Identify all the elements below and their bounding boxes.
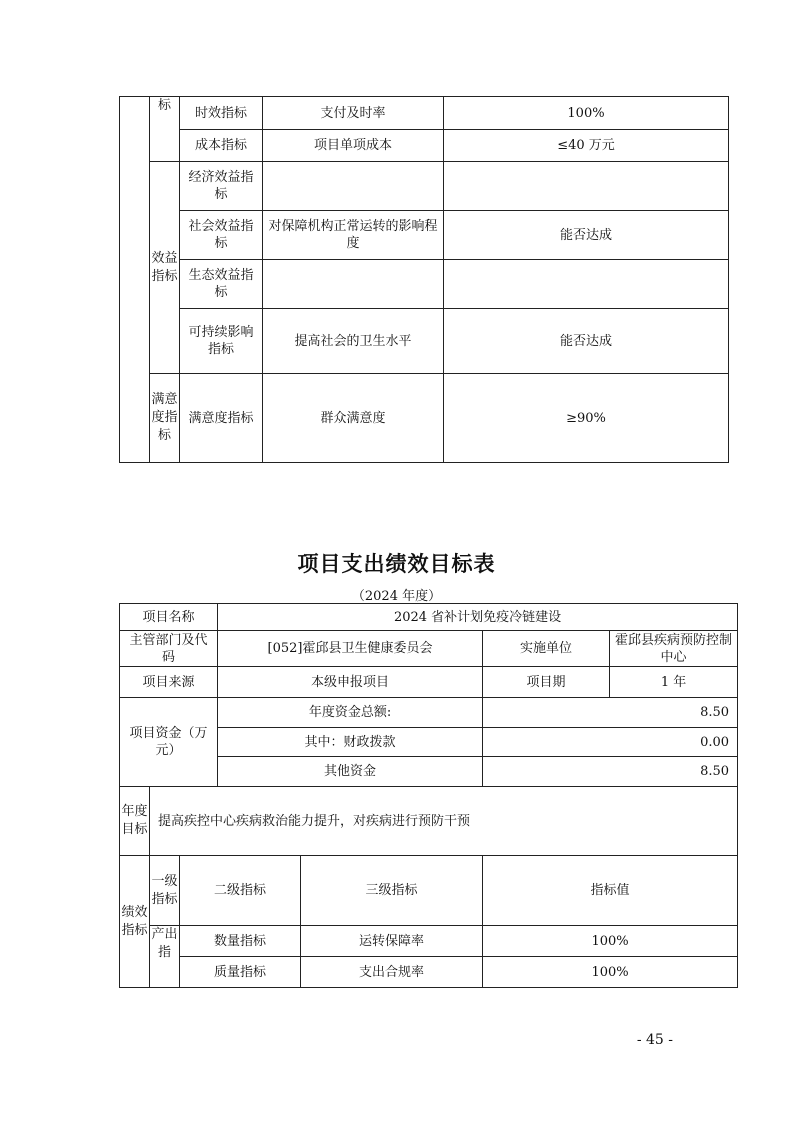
annual-total-label: 年度资金总额: xyxy=(218,698,483,728)
indicator-name-cell: 群众满意度 xyxy=(263,374,444,463)
quality-label: 质量指标 xyxy=(180,957,301,988)
indicator-value-cell: 能否达成 xyxy=(444,211,729,260)
level2-cell: 标 xyxy=(150,97,180,162)
level3-cell: 满意度指标 xyxy=(180,374,263,463)
output-label: 产出指 xyxy=(150,926,180,988)
indicator-name-cell: 支付及时率 xyxy=(263,97,444,130)
fiscal-label: 其中：财政拨款 xyxy=(218,728,483,757)
period-value: 1 年 xyxy=(610,667,738,698)
other-label: 其他资金 xyxy=(218,757,483,787)
qty-value: 100% xyxy=(483,926,738,957)
level3-cell: 时效指标 xyxy=(180,97,263,130)
level3-cell: 成本指标 xyxy=(180,130,263,162)
indicator-name-cell: 项目单项成本 xyxy=(263,130,444,162)
level3-cell: 社会效益指标 xyxy=(180,211,263,260)
indicator-value-cell xyxy=(444,260,729,309)
value-label: 指标值 xyxy=(483,856,738,926)
goal-label: 年度目标 xyxy=(120,787,150,856)
goal-value: 提高疾控中心疾病救治能力提升，对疾病进行预防干预 xyxy=(150,787,738,856)
dept-value: [052]霍邱县卫生健康委员会 xyxy=(218,631,483,667)
level2-cell: 效益指标 xyxy=(150,162,180,374)
level2-cell: 满意度指标 xyxy=(150,374,180,463)
fiscal-value: 0.00 xyxy=(483,728,738,757)
quality-name: 支出合规率 xyxy=(301,957,483,988)
top-indicator-table xyxy=(119,96,729,463)
page-subtitle: （2024 年度） xyxy=(351,589,442,604)
indicator-name-cell: 对保障机构正常运转的影响程度 xyxy=(263,211,444,260)
indicator-name-cell xyxy=(263,162,444,211)
other-value: 8.50 xyxy=(483,757,738,787)
indicator-value-cell xyxy=(444,162,729,211)
quality-value: 100% xyxy=(483,957,738,988)
impl-label: 实施单位 xyxy=(483,631,610,667)
level2-label: 二级指标 xyxy=(180,856,301,926)
project-name-value: 2024 省补计划免疫冷链建设 xyxy=(218,604,738,631)
perf-label: 绩效指标 xyxy=(120,856,150,988)
annual-total-value: 8.50 xyxy=(483,698,738,728)
qty-name: 运转保障率 xyxy=(301,926,483,957)
indicator-value-cell: ≤40 万元 xyxy=(444,130,729,162)
source-value: 本级申报项目 xyxy=(218,667,483,698)
qty-label: 数量指标 xyxy=(180,926,301,957)
project-name-label: 项目名称 xyxy=(120,604,218,631)
indicator-name-cell: 提高社会的卫生水平 xyxy=(263,309,444,374)
outer-blank-cell xyxy=(120,97,150,463)
indicator-value-cell: 100% xyxy=(444,97,729,130)
indicator-value-cell: ≥90% xyxy=(444,374,729,463)
funds-label: 项目资金（万元） xyxy=(120,698,218,787)
level1-label: 一级指标 xyxy=(150,856,180,926)
level3-label: 三级指标 xyxy=(301,856,483,926)
performance-goal-table xyxy=(119,603,738,988)
dept-label: 主管部门及代码 xyxy=(120,631,218,667)
level3-cell: 生态效益指标 xyxy=(180,260,263,309)
indicator-name-cell xyxy=(263,260,444,309)
impl-value: 霍邱县疾病预防控制中心 xyxy=(610,631,738,667)
page-number: - 45 - xyxy=(636,1032,673,1048)
level3-cell: 可持续影响指标 xyxy=(180,309,263,374)
period-label: 项目期 xyxy=(483,667,610,698)
indicator-value-cell: 能否达成 xyxy=(444,309,729,374)
level3-cell: 经济效益指标 xyxy=(180,162,263,211)
page-title: 项目支出绩效目标表 xyxy=(297,552,496,576)
source-label: 项目来源 xyxy=(120,667,218,698)
